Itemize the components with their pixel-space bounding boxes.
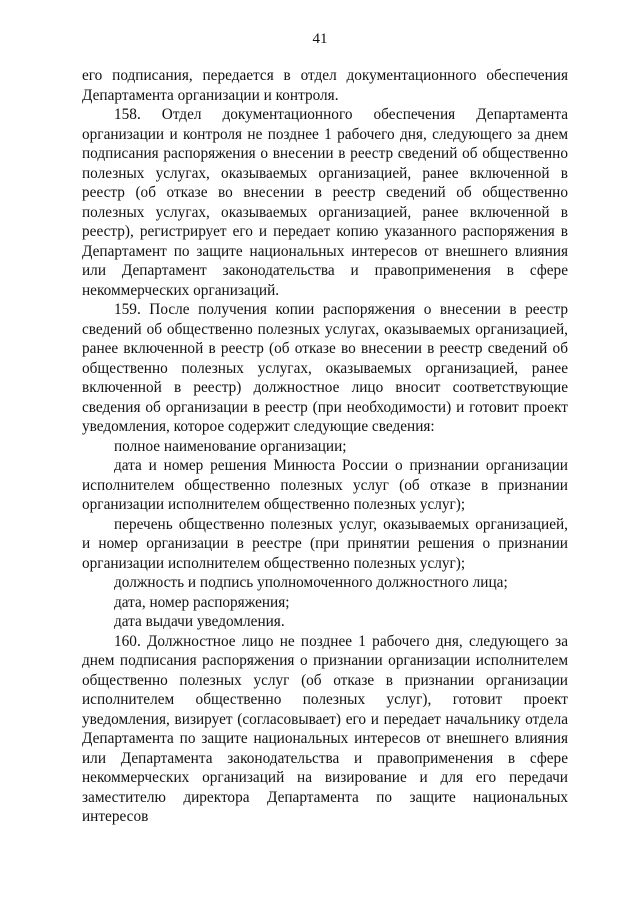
- paragraph-159: 159. После получения копии распоряжения о внесении в реестр сведений об общественно полезных услугах, оказываемых организацией, ранее включенной в реестр (об отказе во внесении в реестр сведений об общественно полезных услугах, оказываемых организацией, ранее включенной в реестр) должностное лицо вносит соответствующие сведения об организации в реестр (при необходимости) и готовит проект уведомления, которое содержит следующие сведения:: [82, 301, 568, 435]
- paragraph-continuation: его подписания, передается в отдел документационного обеспечения Департамента организации и контроля.: [82, 67, 568, 104]
- list-item-notice-issue-date: дата выдачи уведомления.: [114, 613, 285, 630]
- list-item-order-date-number: дата, номер распоряжения;: [114, 593, 290, 611]
- list-item-organization-name: полное наименование организации;: [114, 437, 347, 455]
- paragraph-160: 160. Должностное лицо не позднее 1 рабочего дня, следующего за днем подписания распоряжения о признании организации исполнителем общественно полезных услуг (об отказе в признании организации исполнителем общественно полезных услуг), готовит проект уведомления, визирует (согласовывает) его и передает начальнику отдела Департамента по защите национальных интересов от внешнего влияния или Департамента законодательства и правоприменения в сфере некоммерческих организаций на визирование и для его передачи заместителю директора Департамента по защите национальных интересов: [82, 632, 568, 825]
- list-item-decision-date-number: дата и номер решения Минюста России о признании организации исполнителем общественно полезных услуг (об отказе в признании организации исполнителем общественно полезных услуг);: [82, 457, 568, 513]
- list-item-official-signature: должность и подпись уполномоченного должностного лица;: [114, 574, 508, 591]
- document-body: [82, 66, 568, 827]
- list-item-services-list: перечень общественно полезных услуг, оказываемых организацией, и номер организации в реестре (при принятии решения о признании организации исполнителем общественно полезных услуг);: [82, 515, 568, 572]
- paragraph-158: 158. Отдел документационного обеспечения Департамента организации и контроля не позднее 1 рабочего дня, следующего за днем подписания распоряжения о внесении в реестр сведений об общественно полезных услугах, оказываемых организацией, ранее включенной в реестр (об отказе во внесении в реестр сведений об общественно полезных услугах, оказываемых организацией, ранее включенной в реестр), регистрирует его и передает копию указанного распоряжения в Департамент по защите национальных интересов от внешнего влияния или Департамент законодательства и правоприменения в сфере некоммерческих организаций.: [82, 106, 568, 299]
- page-number: 41: [312, 31, 328, 47]
